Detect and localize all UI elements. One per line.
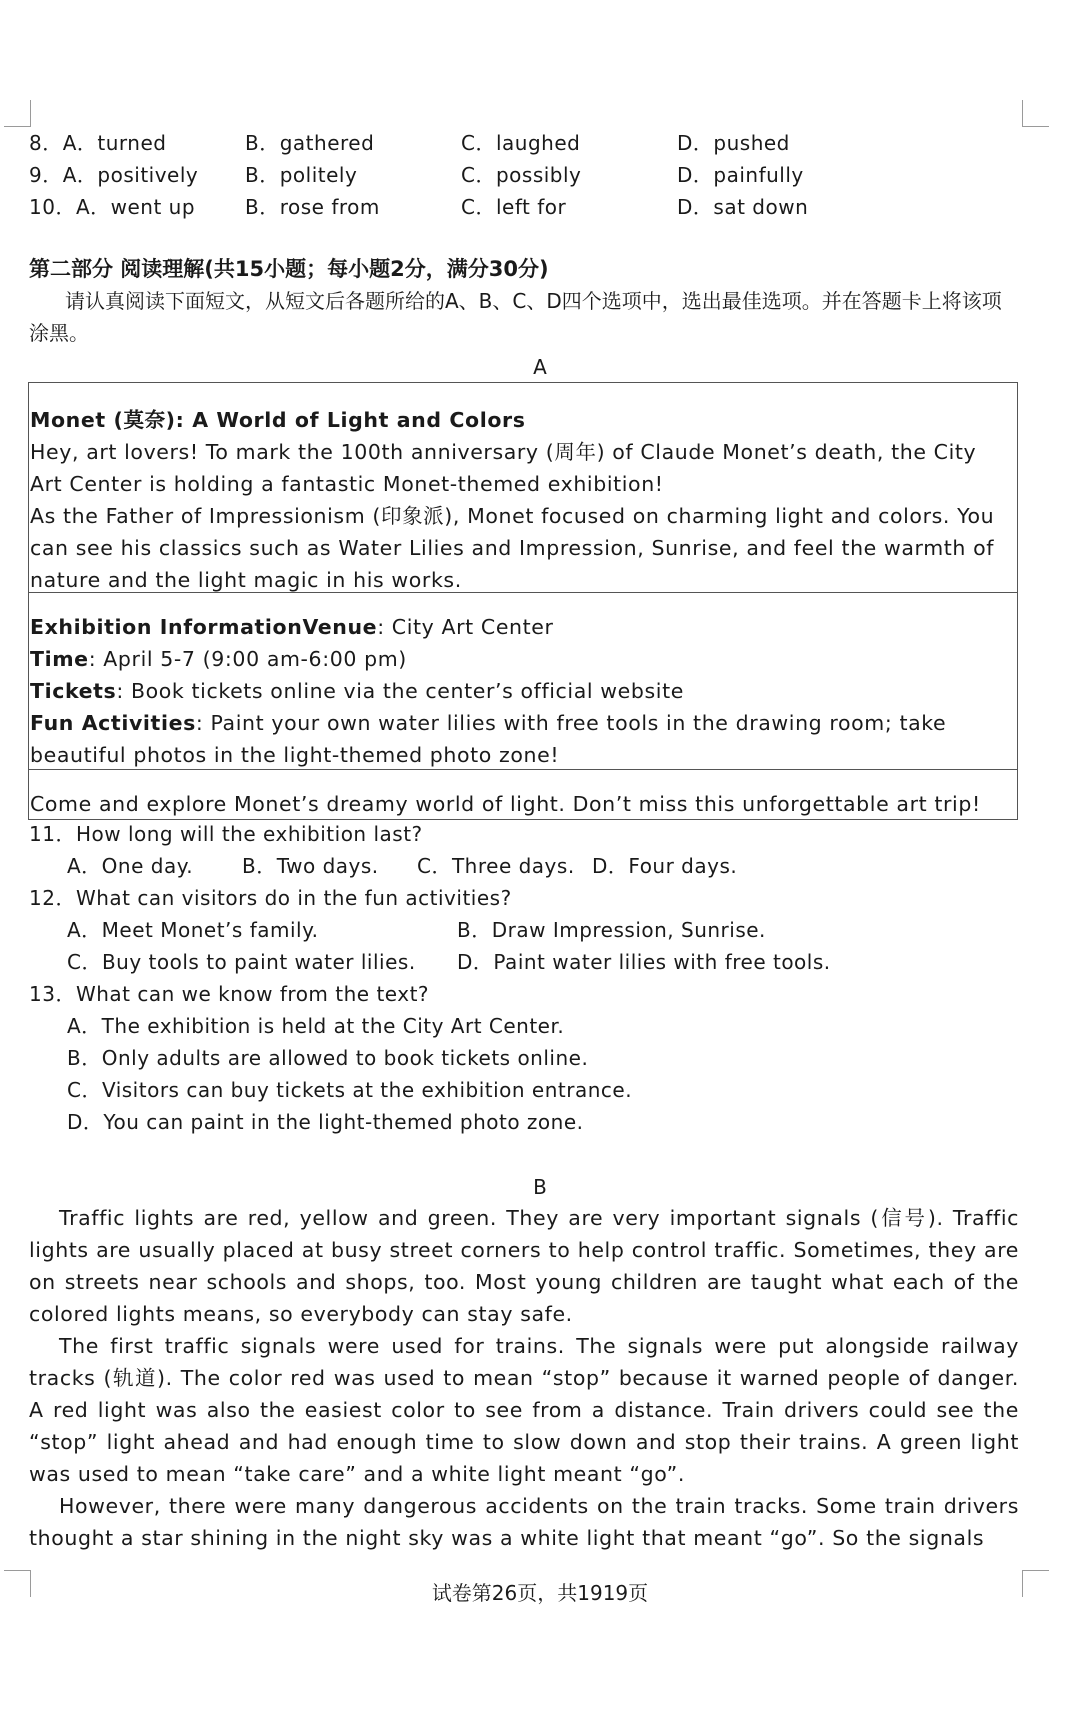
option-d: D．painfully bbox=[677, 163, 804, 187]
passage-b-text bbox=[29, 1202, 1019, 1554]
venue-label: Venue bbox=[302, 615, 378, 639]
option-c: C．left for bbox=[461, 195, 567, 219]
section-title: 第二部分 阅读理解(共15小题；每小题2分，满分30分) bbox=[29, 257, 549, 281]
exhibition-ad-box bbox=[28, 382, 1018, 820]
time-label: Time bbox=[30, 647, 89, 671]
time-value: : April 5-7 (9:00 am-6:00 pm) bbox=[88, 647, 407, 671]
venue-value: : City Art Center bbox=[377, 615, 554, 639]
option-d: D．You can paint in the light-themed photo zone. bbox=[67, 1110, 584, 1134]
option-b: B．politely bbox=[245, 163, 358, 187]
section-instruction: 请认真阅读下面短文，从短文后各题所给的A、B、C、D四个选项中，选出最佳选项。并在答题卡上将该项涂黑。 bbox=[29, 289, 1002, 345]
info-time-line bbox=[30, 643, 1010, 675]
option-row-8 bbox=[29, 127, 989, 159]
option-b: B．rose from bbox=[245, 195, 380, 219]
option-row-9 bbox=[29, 159, 989, 191]
info-fun-line bbox=[30, 707, 1010, 771]
ad-intro-paragraph-1: Hey, art lovers! To mark the 100th anniversary (周年) of Claude Monet’s death, the City Art Center is holding a fantastic Monet-themed exhibition! bbox=[30, 440, 977, 496]
option-a: 9．A．positively bbox=[29, 163, 199, 187]
option-b: B．Two days. bbox=[242, 854, 379, 878]
question-11-options bbox=[29, 850, 1019, 882]
question-13-option-b bbox=[29, 1042, 1019, 1074]
option-c: C．Three days. bbox=[417, 854, 575, 878]
fun-activities-label: Fun Activities bbox=[30, 711, 196, 735]
ad-intro bbox=[30, 404, 1010, 596]
ad-intro-paragraph-2: As the Father of Impressionism (印象派), Monet focused on charming light and colors. You can see his classics such as Water Lilies and Impression, Sunrise, and feel the warmth of nature and the light magic in his works. bbox=[30, 504, 995, 592]
passage-b-paragraph-1: Traffic lights are red, yellow and green. They are very important signals (信号). Traffic lights are usually placed at busy street corners to help control traffic. Sometimes, they are on streets near schools and shops, too. Most young children are taught what each of the colored lights means, so everybody can stay safe. bbox=[29, 1206, 1019, 1326]
crop-mark-top-right bbox=[1022, 100, 1049, 127]
passage-b-paragraph-2: The first traffic signals were used for trains. The signals were put alongside railway tracks (轨道). The color red was used to mean “stop” because it warned people of danger. A red light was also the easiest color to see from a distance. Train drivers could see the “stop” light ahead and had enough time to slow down and stop their trains. A green light was used to mean “take care” and a white light meant “go”. bbox=[29, 1334, 1019, 1486]
ad-info bbox=[30, 611, 1010, 771]
page-footer: 试卷第26页，共1919页 bbox=[431, 1581, 649, 1605]
tickets-label: Tickets bbox=[30, 679, 117, 703]
fun-activities-value: : Paint your own water lilies with free tools in the drawing room; take beautiful photos in the light-themed photo zone! bbox=[30, 711, 947, 767]
crop-mark-top-left bbox=[4, 100, 31, 127]
question-12-options-ab bbox=[29, 914, 1019, 946]
option-a: A．One day. bbox=[67, 854, 194, 878]
passage-a-label: A bbox=[533, 355, 547, 379]
passage-b-paragraph-3: However, there were many dangerous accidents on the train tracks. Some train drivers thought a star shining in the night sky was a white light that meant “go”. So the signals bbox=[29, 1494, 1019, 1550]
option-d: D．pushed bbox=[677, 131, 790, 155]
question-11-stem: 11．How long will the exhibition last? bbox=[29, 822, 423, 846]
option-c: C．Visitors can buy tickets at the exhibition entrance. bbox=[67, 1078, 633, 1102]
question-13-option-c bbox=[29, 1074, 1019, 1106]
option-a: 10．A．went up bbox=[29, 195, 196, 219]
option-a: A．The exhibition is held at the City Art Center. bbox=[67, 1014, 565, 1038]
questions-a bbox=[29, 818, 1019, 1138]
question-13-option-d bbox=[29, 1106, 1019, 1138]
option-b: B．Only adults are allowed to book tickets online. bbox=[67, 1046, 589, 1070]
option-c: C．Buy tools to paint water lilies. bbox=[67, 950, 416, 974]
question-13-stem: 13．What can we know from the text? bbox=[29, 982, 430, 1006]
tickets-value: : Book tickets online via the center’s official website bbox=[116, 679, 684, 703]
question-12-stem: 12．What can visitors do in the fun activities? bbox=[29, 886, 512, 910]
option-row-10 bbox=[29, 191, 989, 223]
option-d: D．sat down bbox=[677, 195, 809, 219]
info-heading: Exhibition Information bbox=[30, 615, 303, 639]
option-b: B．Draw Impression, Sunrise. bbox=[457, 918, 766, 942]
ad-closing: Come and explore Monet’s dreamy world of light. Don’t miss this unforgettable art trip! bbox=[30, 792, 981, 816]
option-c: C．possibly bbox=[461, 163, 582, 187]
question-13-option-a bbox=[29, 1010, 1019, 1042]
question-12-options-cd bbox=[29, 946, 1019, 978]
option-a: 8．A．turned bbox=[29, 131, 167, 155]
option-d: D．Four days. bbox=[592, 854, 738, 878]
option-d: D．Paint water lilies with free tools. bbox=[457, 950, 831, 974]
option-b: B．gathered bbox=[245, 131, 375, 155]
option-c: C．laughed bbox=[461, 131, 581, 155]
info-tickets-line bbox=[30, 675, 1010, 707]
option-a: A．Meet Monet’s family. bbox=[67, 918, 319, 942]
info-venue-line bbox=[30, 611, 1010, 643]
passage-b-label: B bbox=[533, 1175, 547, 1199]
ad-title: Monet (莫奈): A World of Light and Colors bbox=[30, 408, 526, 432]
cloze-options bbox=[29, 127, 989, 223]
